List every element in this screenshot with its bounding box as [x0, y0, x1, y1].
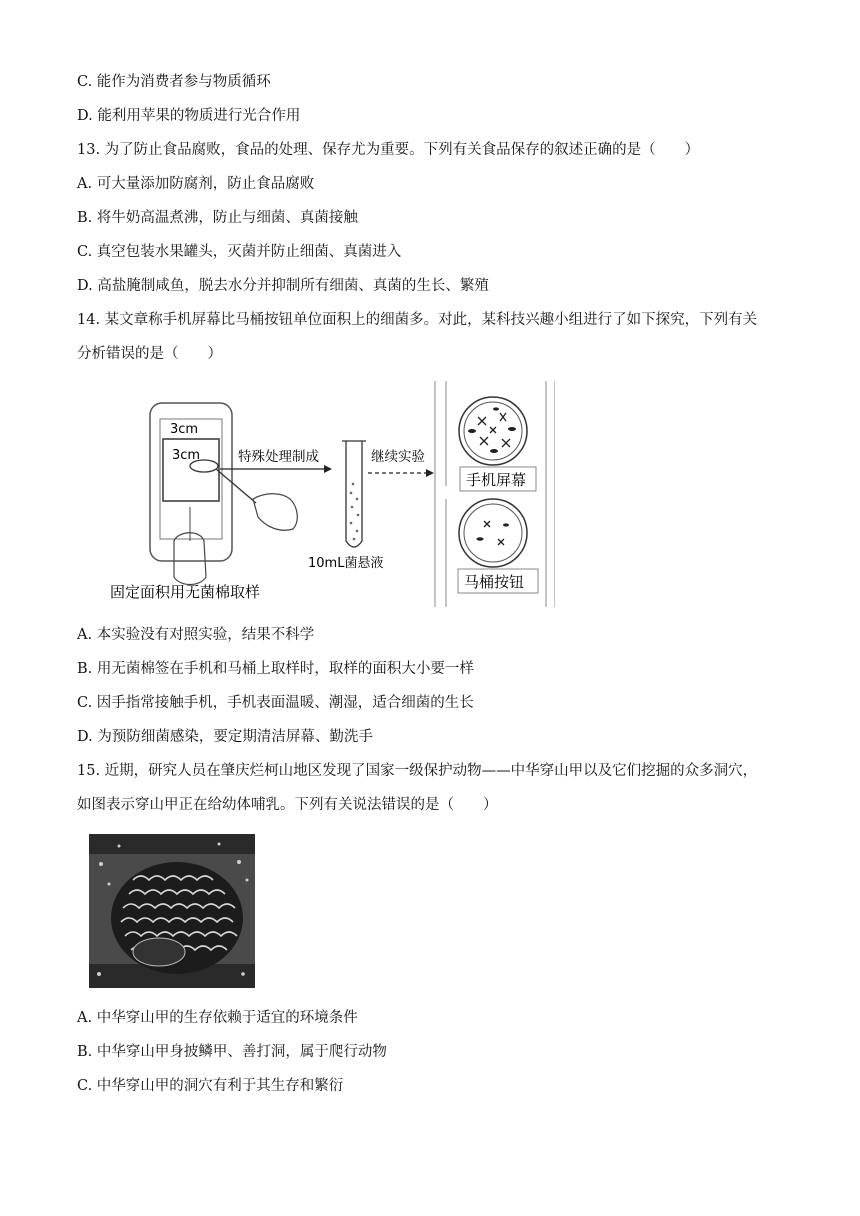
label-continue: 继续实验: [371, 449, 425, 465]
option-13-c: C. 真空包装水果罐头，灭菌并防止细菌、真菌进入: [77, 244, 402, 260]
petri-dish-toilet: [459, 499, 527, 567]
question-15-cont: 如图表示穿山甲正在给幼体哺乳。下列有关说法错误的是（ ）: [77, 797, 498, 813]
option-14-a: A. 本实验没有对照实验，结果不科学: [77, 627, 315, 643]
option-13-a: A. 可大量添加防腐剂，防止食品腐败: [77, 176, 315, 192]
question-14-cont: 分析错误的是（ ）: [77, 346, 222, 362]
option-15-c: C. 中华穿山甲的洞穴有利于其生存和繁衍: [77, 1078, 344, 1094]
hand-right: [253, 494, 297, 531]
line-2: D. 能利用苹果的物质进行光合作用: [77, 108, 301, 124]
label-3cm-top: 3cm: [170, 422, 199, 437]
pangolin-photo: [89, 834, 255, 988]
label-sampling: 固定面积用无菌棉取样: [110, 583, 261, 601]
option-14-c: C. 因手指常接触手机，手机表面温暖、潮湿，适合细菌的生长: [77, 695, 474, 711]
option-13-b: B. 将牛奶高温煮沸，防止与细菌、真菌接触: [77, 210, 358, 226]
label-process: 特殊处理制成: [238, 449, 319, 465]
option-15-b: B. 中华穿山甲身披鳞甲、善打洞，属于爬行动物: [77, 1044, 387, 1060]
option-14-d: D. 为预防细菌感染，要定期清洁屏幕、勤洗手: [77, 729, 373, 745]
option-14-b: B. 用无菌棉签在手机和马桶上取样时，取样的面积大小要一样: [77, 661, 474, 677]
label-toilet-button: 马桶按钮: [464, 573, 525, 591]
phone-screen-area: [160, 419, 222, 539]
test-tube: [346, 441, 362, 547]
question-14: 14. 某文章称手机屏幕比马桶按钮单位面积上的细菌多。对此，某科技兴趣小组进行了如下探究，下列有关: [77, 312, 758, 328]
line-1: C. 能作为消费者参与物质循环: [77, 74, 271, 90]
question-15: 15. 近期，研究人员在肇庆烂柯山地区发现了国家一级保护动物——中华穿山甲以及它们挖掘的众多洞穴，: [77, 763, 758, 779]
label-phone-screen: 手机屏幕: [466, 471, 527, 489]
question-13: 13. 为了防止食品腐败，食品的处理、保存尤为重要。下列有关食品保存的叙述正确的是（ ）: [77, 142, 700, 158]
option-15-a: A. 中华穿山甲的生存依赖于适宜的环境条件: [77, 1010, 358, 1026]
label-3cm-side: 3cm: [172, 448, 201, 463]
option-13-d: D. 高盐腌制咸鱼，脱去水分并抑制所有细菌、真菌的生长、繁殖: [77, 278, 489, 294]
label-tube: 10mL菌悬液: [308, 556, 384, 571]
experiment-diagram: [108, 381, 555, 607]
swab-head: [190, 460, 218, 472]
